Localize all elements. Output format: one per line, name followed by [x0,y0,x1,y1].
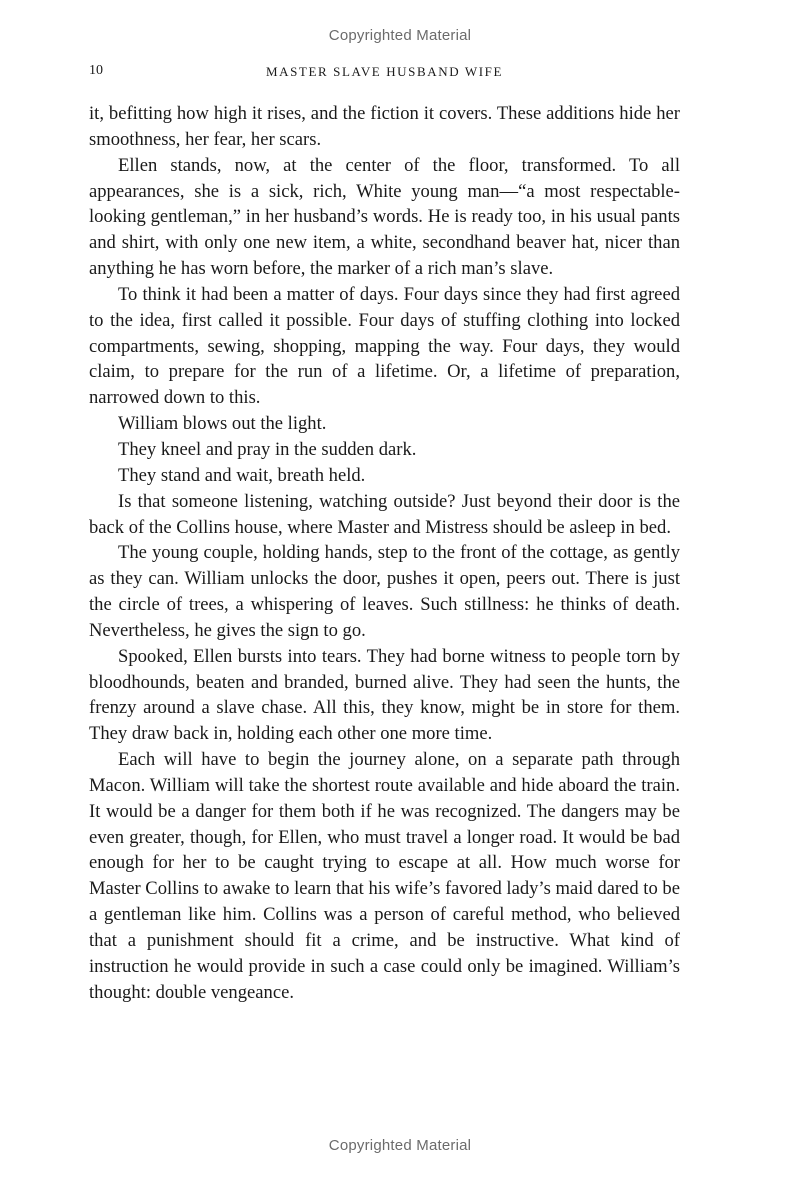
body-text [89,101,680,1006]
paragraph: Is that someone listening, watching outside? Just beyond their door is the back of the Collins house, where Master and Mistress should be asleep in bed. [89,490,680,538]
paragraph: it, befitting how high it rises, and the fiction it covers. These additions hide her smoothness, her fear, her scars. [89,103,680,150]
copyright-watermark-top: Copyrighted Material [328,27,472,44]
paragraph: To think it had been a matter of days. Four days since they had first agreed to the idea, first called it possible. Four days of stuffing clothing into locked compartments, sewing, shopping, mapping the way. Four days, they would claim, to prepare for the run of a lifetime. Or, a lifetime of preparation, narrowed down to this. [89,283,680,409]
running-head [89,63,680,83]
page-number: 10 [89,63,103,78]
paragraph: Each will have to begin the journey alone, on a separate path through Macon. William will take the shortest route available and hide aboard the train. It would be a danger for them both if he was recognized. The dangers may be even greater, though, for Ellen, who must travel a longer road. It would be bad enough for her to be caught trying to escape at all. How much worse for Master Collins to awake to learn that his wife’s favored lady’s maid dared to be a gentleman like him. Collins was a person of careful method, who believed that a punishment should fit a crime, and be instructive. What kind of instruction he would provide in such a case could only be imagined. William’s thought: double vengeance. [89,749,680,1003]
copyright-watermark-bottom: Copyrighted Material [328,1137,472,1154]
book-title: MASTER SLAVE HUSBAND WIFE [265,64,504,79]
paragraph: William blows out the light. [118,413,327,435]
paragraph: Ellen stands, now, at the center of the floor, transformed. To all appearances, she is a sick, rich, White young man—“a most respectable-looking gentleman,” in her husband’s words. He is ready too, in his usual pants and shirt, with only one new item, a white, secondhand beaver hat, nicer than anything he has worn before, the marker of a rich man’s slave. [89,154,680,280]
paragraph: They kneel and pray in the sudden dark. [118,438,417,460]
paragraph: Spooked, Ellen bursts into tears. They had borne witness to people torn by bloodhounds, beaten and branded, burned alive. They had seen the hunts, the frenzy around a slave chase. All this, they know, might be in store for them. They draw back in, holding each other one more time. [89,645,680,745]
paragraph: The young couple, holding hands, step to the front of the cottage, as gently as they can. William unlocks the door, pushes it open, peers out. There is just the circle of trees, a whispering of leaves. Such stillness: he thinks of death. Nevertheless, he gives the sign to go. [89,542,680,641]
paragraph: They stand and wait, breath held. [118,464,366,486]
